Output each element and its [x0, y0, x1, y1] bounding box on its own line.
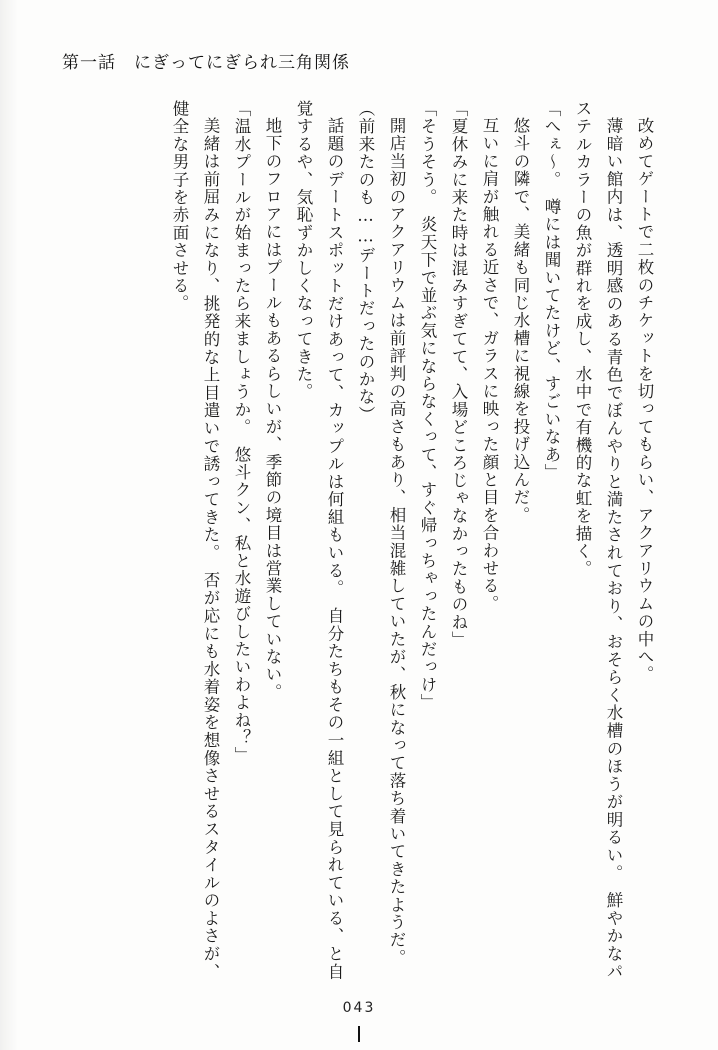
page-edge-shadow — [0, 0, 18, 1050]
chapter-title: にぎってにぎられ三角関係 — [134, 53, 350, 73]
paragraph: 開店当初のアクアリウムは前評判の高さもあり、相当混雑していたが、秋になって落ち着いてきたようだ。 — [387, 116, 406, 967]
paragraph: 話題のデートスポットだけあって、カップルは何組もいる。 自分たちもその一組として見られている、と自覚するや、気恥ずかしくなってきた。 — [294, 100, 344, 980]
chapter-number: 第一話 — [62, 53, 116, 73]
chapter-heading — [62, 48, 350, 73]
paragraph: 「夏休みに来た時は混みすぎてて、入場どころじゃなかったものね」 — [449, 100, 468, 649]
spine-mark — [358, 1026, 360, 1042]
paragraph: 美緒は前屈みになり、挑発的な上目遣いで誘ってきた。 否が応にも水着姿を想像させるスタイルのよさが、健全な男子を赤面させる。 — [170, 100, 220, 980]
page-number: 043 — [342, 1000, 376, 1016]
paragraph: 悠斗の隣で、美緒も同じ水槽に視線を投げ込んだ。 — [511, 116, 530, 524]
paragraph: 地下のフロアにはプールもあるらしいが、季節の境目は営業していない。 — [263, 116, 282, 701]
paragraph: （前来たのも……デートだったのかな） — [356, 100, 375, 424]
paragraph: 「へぇ～。 噂には聞いてたけど、すごいなあ」 — [542, 100, 561, 482]
paragraph: 改めてゲートで二枚のチケットを切ってもらい、アクアリウムの中へ。 — [635, 116, 654, 683]
paragraph: 互いに肩が触れる近さで、ガラスに映った顔と目を合わせる。 — [480, 116, 499, 613]
paragraph: 「そうそう。 炎天下で並ぶ気にならなくって、すぐ帰っちゃったんだっけ」 — [418, 100, 437, 712]
body-text — [90, 100, 660, 980]
paragraph: 薄暗い館内は、透明感のある青色でぼんやりと満たされており、おそらく水槽のほうが明るい。 鮮やかなパステルカラーの魚が群れを成し、水中で有機的な虹を描く。 — [573, 100, 623, 980]
paragraph: 「温水プールが始まったら来ましょうか。 悠斗クン、私と水遊びしたいわよね？」 — [232, 100, 251, 765]
